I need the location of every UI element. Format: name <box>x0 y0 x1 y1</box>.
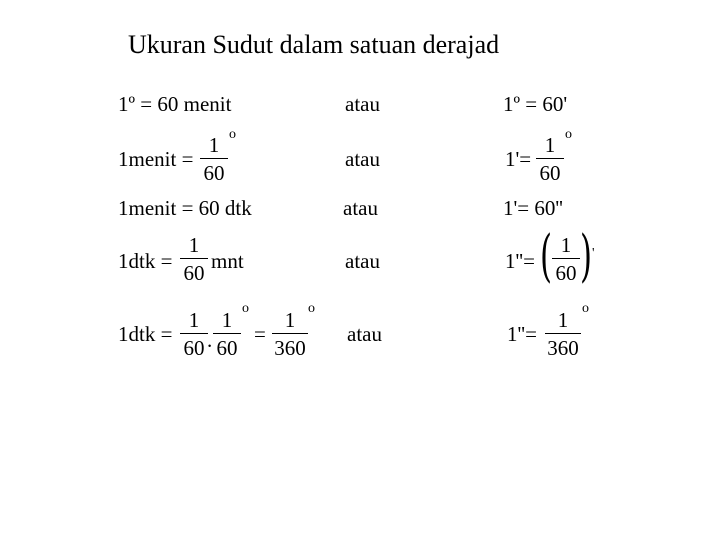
minute-superscript: ' <box>592 246 595 261</box>
row5-left-prefix: 1dtk = <box>118 322 173 346</box>
multiply-dot: . <box>207 328 213 352</box>
fraction-denominator: 60 <box>183 261 205 285</box>
row2-left-prefix: 1menit = <box>118 147 194 171</box>
fraction-bar <box>213 333 241 334</box>
fraction-bar <box>180 258 208 259</box>
fraction-bar <box>272 333 308 334</box>
fraction-denominator: 60 <box>539 161 561 185</box>
row3-atau: atau <box>343 196 378 220</box>
degree-superscript: o <box>229 127 236 142</box>
fraction-numerator: 1 <box>560 233 572 257</box>
row3-left-equation: 1menit = 60 dtk <box>118 196 252 220</box>
page-title: Ukuran Sudut dalam satuan derajad <box>128 30 500 59</box>
row4-right-prefix: 1''= <box>505 249 535 273</box>
fraction-denominator: 360 <box>547 336 579 360</box>
row1-right-equation: 1º = 60' <box>503 92 568 116</box>
fraction-bar <box>200 158 228 159</box>
row2-left-fraction <box>200 133 228 185</box>
fraction-denominator: 60 <box>555 261 577 285</box>
fraction-numerator: 1 <box>188 308 200 332</box>
row3-right-equation: 1'= 60'' <box>503 196 563 220</box>
degree-superscript: o <box>582 301 589 316</box>
close-parenthesis: ) <box>580 224 593 289</box>
row5-left-fraction-1 <box>180 308 208 360</box>
row4-left-fraction <box>180 233 208 285</box>
fraction-denominator: 360 <box>274 336 306 360</box>
degree-superscript: o <box>242 301 249 316</box>
row4-left-prefix: 1dtk = <box>118 249 173 273</box>
fraction-denominator: 60 <box>203 161 225 185</box>
fraction-bar <box>536 158 564 159</box>
row2-right-fraction <box>536 133 564 185</box>
fraction-bar <box>545 333 581 334</box>
fraction-numerator: 1 <box>208 133 220 157</box>
fraction-bar <box>552 258 580 259</box>
row5-right-fraction <box>545 308 581 360</box>
row1-atau: atau <box>345 92 380 116</box>
fraction-numerator: 1 <box>284 308 296 332</box>
row2-atau: atau <box>345 147 380 171</box>
row5-atau: atau <box>347 322 382 346</box>
row4-atau: atau <box>345 249 380 273</box>
equals-sign: = <box>254 322 266 346</box>
fraction-denominator: 60 <box>183 336 205 360</box>
row5-left-fraction-3 <box>272 308 308 360</box>
fraction-numerator: 1 <box>221 308 233 332</box>
row5-left-fraction-2 <box>213 308 241 360</box>
row4-left-suffix: mnt <box>211 249 244 273</box>
row1-left-equation: 1º = 60 menit <box>118 92 232 116</box>
fraction-numerator: 1 <box>544 133 556 157</box>
row4-right-fraction <box>552 233 580 285</box>
fraction-numerator: 1 <box>557 308 569 332</box>
fraction-bar <box>180 333 208 334</box>
degree-superscript: o <box>308 301 315 316</box>
fraction-numerator: 1 <box>188 233 200 257</box>
row2-right-prefix: 1'= <box>505 147 532 171</box>
open-parenthesis: ( <box>540 224 553 289</box>
fraction-denominator: 60 <box>216 336 238 360</box>
degree-superscript: o <box>565 127 572 142</box>
row5-right-prefix: 1''= <box>507 322 537 346</box>
